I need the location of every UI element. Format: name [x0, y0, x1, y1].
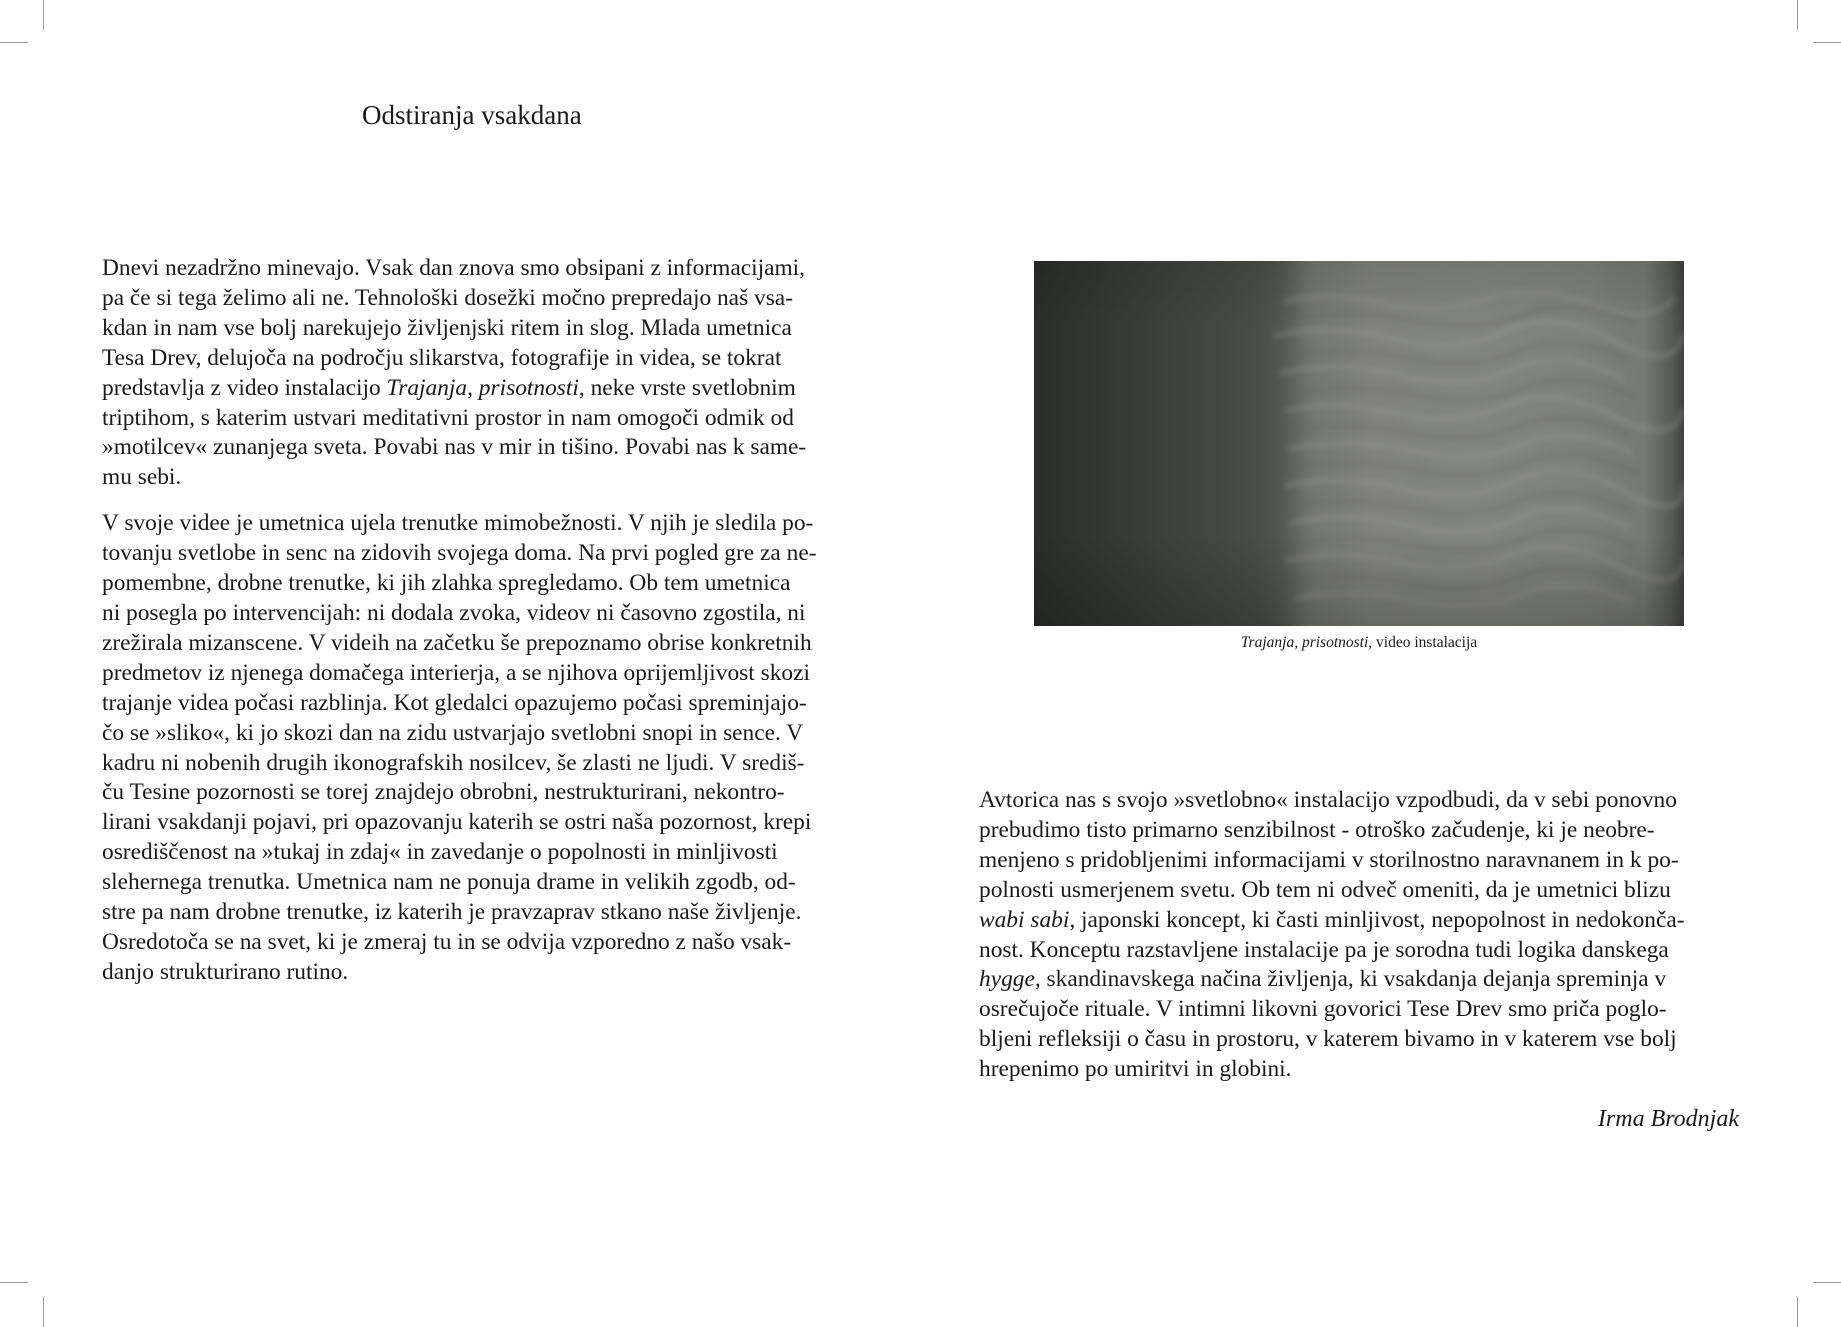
text-line: Tesa Drev, delujoča na področju slikarstva, fotografije in videa, se tokrat	[102, 344, 782, 371]
text-line: čo se »sliko«, ki jo skozi dan na zidu ustvarjajo svetlobni snopi in sence. V	[102, 719, 804, 746]
text-line: V svoje videe je umetnica ujela trenutke mimobežnosti. V njih je sledila po-	[102, 510, 814, 537]
text-line: pa če si tega želimo ali ne. Tehnološki dosežki močno prepredajo naš vsa-	[102, 284, 793, 311]
text-line: pomembne, drobne trenutke, ki jih zlahka spregledamo. Ob tem umetnica	[102, 570, 791, 597]
text-line: tovanju svetlobe in senc na zidovih svojega doma. Na prvi pogled gre za ne-	[102, 540, 817, 567]
crop-mark-bottom-left-h	[0, 1282, 28, 1283]
author-signature: Irma Brodnjak	[1597, 1106, 1739, 1132]
text-line: bljeni refleksiji o času in prostoru, v katerem bivamo in v katerem vse bolj	[979, 1026, 1677, 1053]
paragraph-intro	[102, 254, 882, 493]
text-line: triptihom, s katerim ustvari meditativni prostor in nam omogoči odmik od	[102, 404, 794, 431]
term-italic: hygge,	[979, 966, 1041, 993]
crop-mark-top-right-v	[1797, 0, 1798, 30]
page-title: Odstiranja vsakdana	[362, 100, 582, 130]
text-line: ni posegla po intervencijah: ni dodala zvoka, videov ni časovno zgostila, ni	[102, 599, 806, 626]
work-title-italic: Trajanja, prisotnosti	[386, 374, 579, 401]
figure-caption	[1034, 633, 1684, 653]
crop-mark-top-left-h	[0, 42, 28, 43]
text-line: polnosti usmerjenem svetu. Ob tem ni odveč omeniti, da je umetnici blizu	[979, 876, 1671, 903]
text-line	[102, 374, 882, 404]
text-line: »motilcev« zunanjega sveta. Povabi nas v mir in tišino. Povabi nas k same-	[102, 434, 807, 461]
text-segment: , neke vrste svetlobnim	[578, 374, 796, 401]
text-line: osrečujoče rituale. V intimni likovni govorici Tese Drev smo priča poglo-	[979, 996, 1667, 1023]
text-line: Avtorica nas s svojo »svetlobno« instalacijo vzpodbudi, da v sebi ponovno	[979, 787, 1677, 813]
text-segment: predstavlja z video instalacijo	[102, 374, 387, 401]
paragraph-body	[102, 509, 882, 988]
text-line: danjo strukturirano rutino.	[102, 958, 349, 985]
text-line: hrepenimo po umiritvi in globini.	[979, 1056, 1292, 1083]
text-line: kdan in nam vse bolj narekujejo življenjski ritem in slog. Mlada umetnica	[102, 314, 792, 341]
video-still-image	[1034, 261, 1684, 626]
crop-mark-bottom-right-h	[1813, 1282, 1841, 1283]
crop-mark-bottom-right-v	[1797, 1297, 1798, 1327]
text-segment: skandinavskega načina življenja, ki vsakdanja dejanja spreminja v	[1040, 966, 1667, 993]
crop-mark-top-right-h	[1813, 42, 1841, 43]
text-line: menjeno s pridobljenimi informacijami v storilnostno naravnanem in k po-	[979, 846, 1679, 873]
text-line: nost. Konceptu razstavljene instalacije pa je sorodna tudi logika danskega	[979, 936, 1669, 963]
caption-work-title: Trajanja, prisotnosti,	[1240, 634, 1373, 651]
crop-mark-top-left-v	[43, 0, 44, 30]
text-line: prebudimo tisto primarno senzibilnost - otroško začudenje, ki je neobre-	[979, 816, 1655, 843]
crop-mark-bottom-left-v	[43, 1297, 44, 1327]
text-line: ču Tesine pozornosti se torej znajdejo obrobni, nestrukturirani, nekontro-	[102, 779, 785, 806]
caption-medium: video instalacija	[1372, 634, 1478, 651]
text-line: slehernega trenutka. Umetnica nam ne ponuja drame in velikih zgodb, od-	[102, 869, 796, 896]
text-line: stre pa nam drobne trenutke, iz katerih je pravzaprav stkano naše življenje.	[102, 899, 802, 926]
text-segment: , japonski koncept, ki časti minljivost, nepopolnost in nedokonča-	[1069, 906, 1685, 933]
text-line: lirani vsakdanji pojavi, pri opazovanju katerih se ostri naša pozornost, krepi	[102, 809, 812, 836]
text-line: osrediščenost na »tukaj in zdaj« in zavedanje o popolnosti in minljivosti	[102, 839, 778, 866]
text-line: mu sebi.	[102, 464, 182, 491]
image-vignette	[1034, 261, 1684, 626]
right-text-column	[979, 786, 1759, 1085]
text-line: zrežirala mizanscene. V videih na začetku še prepoznamo obrise konkretnih	[102, 629, 812, 656]
text-line: Osredotoča se na svet, ki je zmeraj tu in se odvija vzporedno z našo vsak-	[102, 928, 792, 955]
text-line: trajanje videa počasi razblinja. Kot gledalci opazujemo počasi spreminjajo-	[102, 689, 807, 716]
text-line	[979, 906, 1759, 936]
left-text-column	[102, 254, 882, 988]
text-line: kadru ni nobenih drugih ikonografskih nosilcev, še zlasti ne ljudi. V središ-	[102, 749, 805, 776]
paragraph-closing	[979, 786, 1759, 1085]
term-italic: wabi sabi	[979, 906, 1070, 933]
text-line	[979, 965, 1759, 995]
text-line: Dnevi nezadržno minevajo. Vsak dan znova smo obsipani z informacijami,	[102, 255, 806, 281]
text-line: predmetov iz njenega domačega interierja, a se njihova oprijemljivost skozi	[102, 659, 810, 686]
